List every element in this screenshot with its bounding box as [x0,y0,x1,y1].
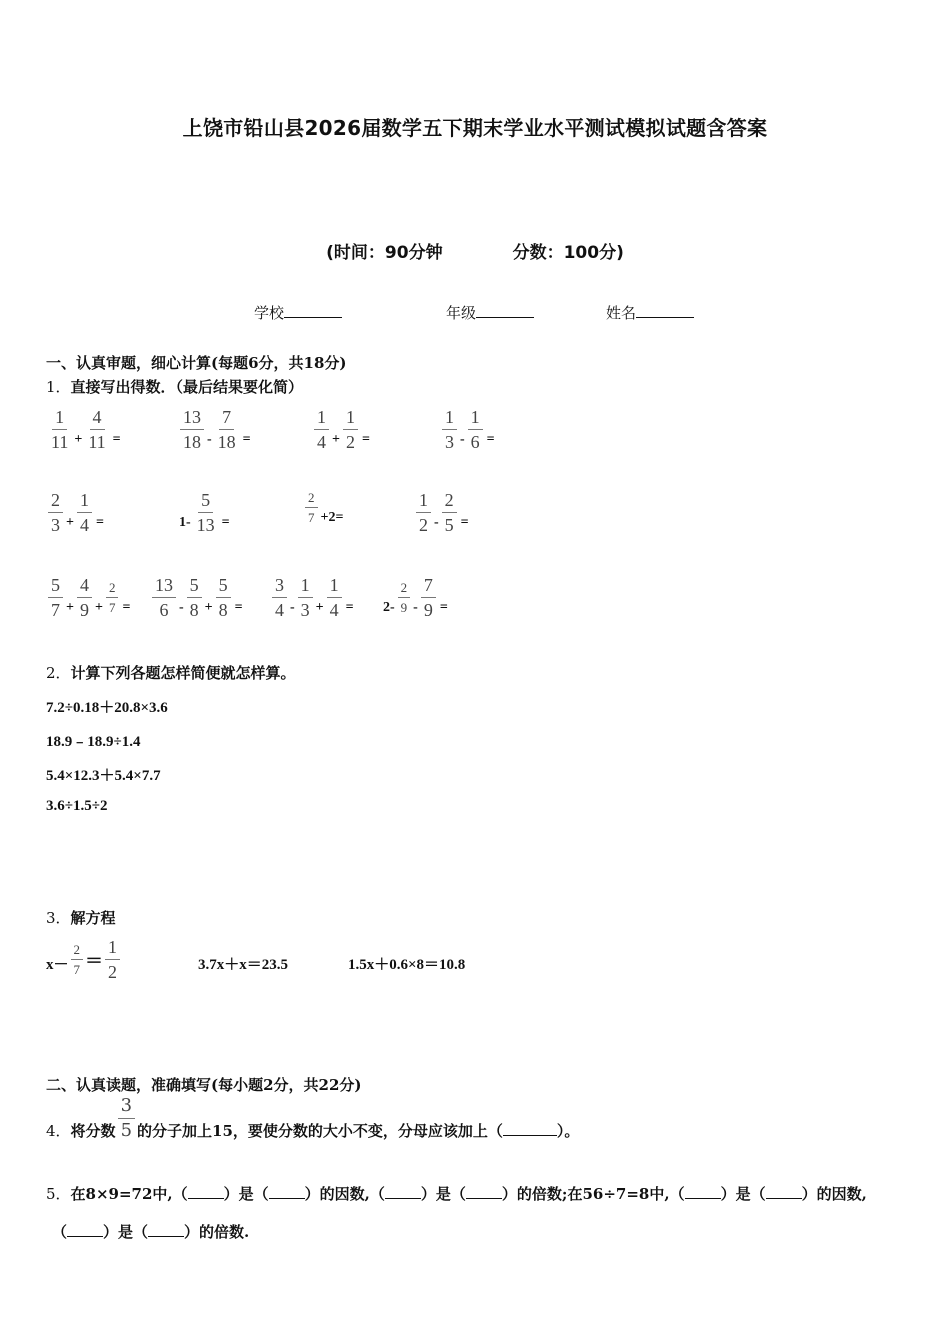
school-label: 学校 [254,304,285,322]
operator: - [413,599,418,615]
calc-expression [46,408,121,451]
operator: + [204,599,213,615]
question-text: （ ）是（ ）的倍数. [52,1223,250,1241]
calc-expression [46,576,130,619]
fraction: $\frac{4}{11}$ [88,407,106,452]
answer-blank[interactable] [148,1222,184,1237]
operator: - [434,514,439,530]
fraction: $\frac{1}{3}$ [442,408,457,451]
fraction: $\frac{5}{8}$ [216,576,231,619]
fraction: $\frac{13}{18}$ [180,408,204,451]
equals-sign: = [361,431,370,447]
equation-3: 1.5x＋0.6×8＝10.8 [348,957,466,973]
question-text: 在8×9=72中,（ ）是（ ）的因数,（ ）是（ ）的倍数;在56÷7=8中,（ ）是（ ）的因数, [70,1185,867,1203]
fraction: $\frac{1}{2}$ [105,938,120,981]
question-number: 5． [46,1185,71,1203]
equals-sign: = [112,431,121,447]
time-label: (时间：90分钟 [326,243,443,263]
calc-expression [312,408,370,451]
fraction: $\frac{2}{5}$ [442,491,457,534]
school-field[interactable] [254,302,342,323]
operator: 1- [179,514,191,530]
fraction: $\frac{7}{9}$ [421,576,436,619]
fraction: $\frac{1}{4}$ [314,408,329,451]
answer-blank[interactable] [503,1121,557,1136]
answer-blank[interactable] [766,1184,802,1199]
calc-expression [414,491,469,534]
operator: 2- [383,599,395,615]
equals-sign: = [242,431,251,447]
fraction: $\frac{5}{7}$ [48,576,63,619]
answer-blank[interactable] [67,1222,103,1237]
name-label: 姓名 [606,304,637,322]
answer-blank[interactable] [385,1184,421,1199]
question-text: 的分子加上15，要使分数的大小不变，分母应该加上（ ）。 [137,1122,580,1140]
fraction: $\frac{2}{9}$ [398,581,411,614]
page-title: 上饶市铅山县2026届数学五下期末学业水平测试模拟试题含答案 [182,116,768,140]
grade-field[interactable] [446,302,534,323]
fraction: $\frac{5}{13}$ [196,490,215,535]
calc-expression [440,408,495,451]
calc-expression [150,576,243,619]
answer-blank[interactable] [685,1184,721,1199]
answer-blank[interactable] [269,1184,305,1199]
answer-blank[interactable] [466,1184,502,1199]
fraction: $\frac{1}{4}$ [327,576,342,619]
equals-sign: = [460,514,469,530]
equation-prefix: x－ [46,957,69,973]
calc-item-1: 7.2÷0.18＋20.8×3.6 [46,700,168,716]
fraction: $\frac{3}{4}$ [272,576,287,619]
operator: - [290,599,295,615]
question-number: 1． [46,378,71,396]
name-field[interactable] [606,302,694,323]
fraction: $\frac{5}{8}$ [187,576,202,619]
equals-sign: = [122,599,131,615]
section-2-heading: 二、认真读题，准确填写(每小题2分，共22分) [46,1076,362,1094]
operator: - [207,431,212,447]
fraction: $\frac{1}{6}$ [468,408,483,451]
equals-sign: = [221,514,230,530]
operator: + [74,431,83,447]
operator: + [66,599,74,615]
fraction: $\frac{1}{4}$ [77,491,92,534]
question-number: 3． [46,909,71,927]
operator: + [94,599,103,615]
question-5-line-2 [52,1221,249,1242]
operator: + [315,599,324,615]
fraction: $\frac{1}{3}$ [298,576,313,619]
fraction: $\frac{2}{7}$ [106,581,119,614]
question-number: 4． [46,1122,71,1140]
calc-expression [303,491,344,524]
calc-item-2: 18.9﹣18.9÷1.4 [46,734,141,750]
equals-sign: = [95,514,104,530]
operator: + [66,514,74,530]
fraction: $\frac{7}{18}$ [217,407,236,452]
calc-item-3: 5.4×12.3＋5.4×7.7 [46,768,161,784]
exam-info [0,238,950,263]
calc-expression [382,576,448,619]
question-4 [46,1097,579,1140]
equals-sign: = [486,431,495,447]
fraction: $\frac{1}{11}$ [51,407,69,452]
operator: + [332,431,340,447]
question-5-line-1 [46,1183,867,1204]
answer-blank[interactable] [188,1184,224,1199]
calc-expression [178,491,230,534]
fraction: $\frac{4}{9}$ [77,576,92,619]
operator: - [179,599,184,615]
score-label: 分数：100分) [512,243,624,263]
question-text: 直接写出得数．（最后结果要化简） [70,378,304,396]
calc-item-4: 3.6÷1.5÷2 [46,798,108,814]
fraction: $\frac{2}{7}$ [305,491,318,524]
fraction: $\frac{2}{7}$ [71,943,84,976]
question-text: 解方程 [70,909,116,927]
question-1 [46,376,303,397]
calc-expression [178,408,251,451]
equals-sign: = [345,599,354,615]
fraction: $\frac{2}{3}$ [48,491,63,534]
fraction: $\frac{1}{2}$ [343,408,358,451]
operator: +2= [320,509,344,525]
question-number: 2． [46,664,71,682]
section-1-heading: 一、认真审题，细心计算(每题6分，共18分) [46,354,347,372]
question-3 [46,907,116,928]
calc-expression [46,491,104,534]
calc-expression [270,576,354,619]
grade-label: 年级 [446,304,477,322]
fraction: $\frac{3}{5}$ [118,1097,135,1140]
fraction: $\frac{1}{2}$ [416,491,431,534]
fraction: $\frac{13}{6}$ [152,576,176,619]
question-text: 计算下列各题怎样简便就怎样算。 [70,664,296,682]
equation-1 [46,938,122,981]
equals-sign: = [439,599,448,615]
question-2 [46,662,296,683]
operator: - [460,431,465,447]
equals-sign: ＝ [85,950,104,971]
equals-sign: = [234,599,243,615]
equation-2: 3.7x＋x＝23.5 [198,957,289,973]
question-prefix: 将分数 [70,1122,116,1140]
